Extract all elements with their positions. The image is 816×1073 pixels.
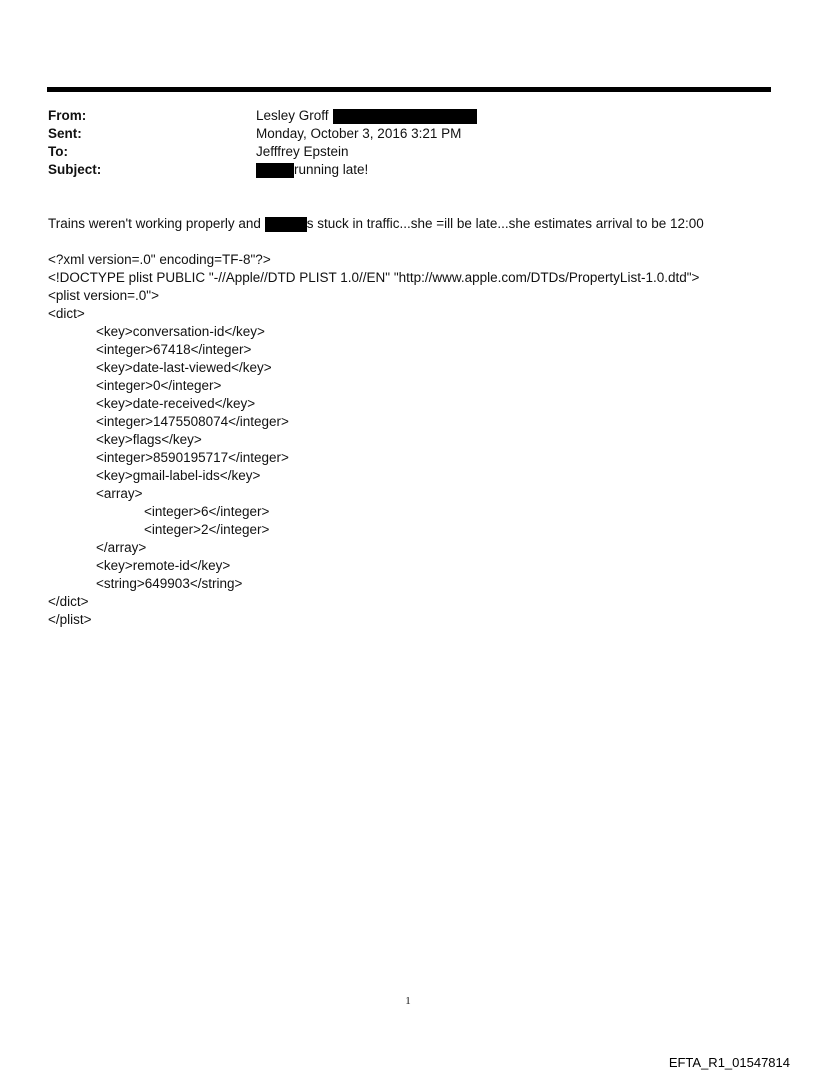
xml-line: <key>conversation-id</key> (96, 324, 265, 339)
header-rule (47, 87, 771, 92)
message-line (48, 215, 768, 233)
xml-line: <key>remote-id</key> (96, 558, 231, 573)
xml-line: <dict> (48, 306, 85, 321)
sent-label: Sent: (48, 126, 82, 141)
document-id: EFTA_R1_01547814 (668, 1055, 790, 1070)
page-number: 1 (405, 995, 411, 1007)
xml-line: <integer>6</integer> (144, 504, 270, 519)
sent-value: Monday, October 3, 2016 3:21 PM (256, 126, 462, 141)
xml-line: <integer>8590195717</integer> (96, 450, 289, 465)
email-header (48, 107, 748, 179)
xml-line: </dict> (48, 594, 89, 609)
xml-line: <key>date-received</key> (96, 396, 256, 411)
from-label: From: (48, 108, 87, 123)
xml-line: </array> (96, 540, 147, 555)
xml-line: <integer>1475508074</integer> (96, 414, 289, 429)
xml-line: <integer>67418</integer> (96, 342, 252, 357)
xml-line: <key>gmail-label-ids</key> (96, 468, 261, 483)
xml-line: <string>649903</string> (96, 576, 243, 591)
redaction-box (256, 163, 294, 178)
from-name: Lesley Groff (256, 108, 329, 123)
xml-line: </plist> (48, 612, 92, 627)
from-row (48, 107, 748, 125)
to-value: Jefffrey Epstein (256, 144, 349, 159)
xml-line: <!DOCTYPE plist PUBLIC "-//Apple//DTD PLIST 1.0//EN" "http://www.apple.com/DTDs/PropertyList-1.0.dtd"> (48, 270, 700, 285)
xml-line: <array> (96, 486, 143, 501)
redaction-box (265, 217, 307, 232)
to-row (48, 143, 748, 161)
subject-text: running late! (294, 162, 369, 177)
subject-label: Subject: (48, 162, 102, 177)
message-text-before: Trains weren't working properly and (48, 216, 265, 231)
subject-row (48, 161, 748, 179)
xml-line: <integer>0</integer> (96, 378, 222, 393)
to-label: To: (48, 144, 68, 159)
message-text-after: s stuck in traffic...she =ill be late...she estimates arrival to be 12:00 (306, 216, 704, 231)
from-value (256, 107, 477, 125)
redaction-box (333, 109, 477, 124)
sent-row (48, 125, 748, 143)
subject-value (256, 161, 368, 179)
xml-line: <plist version=.0"> (48, 288, 159, 303)
xml-line: <key>date-last-viewed</key> (96, 360, 272, 375)
xml-line: <?xml version=.0" encoding=TF-8"?> (48, 252, 271, 267)
xml-line: <key>flags</key> (96, 432, 202, 447)
xml-line: <integer>2</integer> (144, 522, 270, 537)
email-body (48, 215, 768, 629)
